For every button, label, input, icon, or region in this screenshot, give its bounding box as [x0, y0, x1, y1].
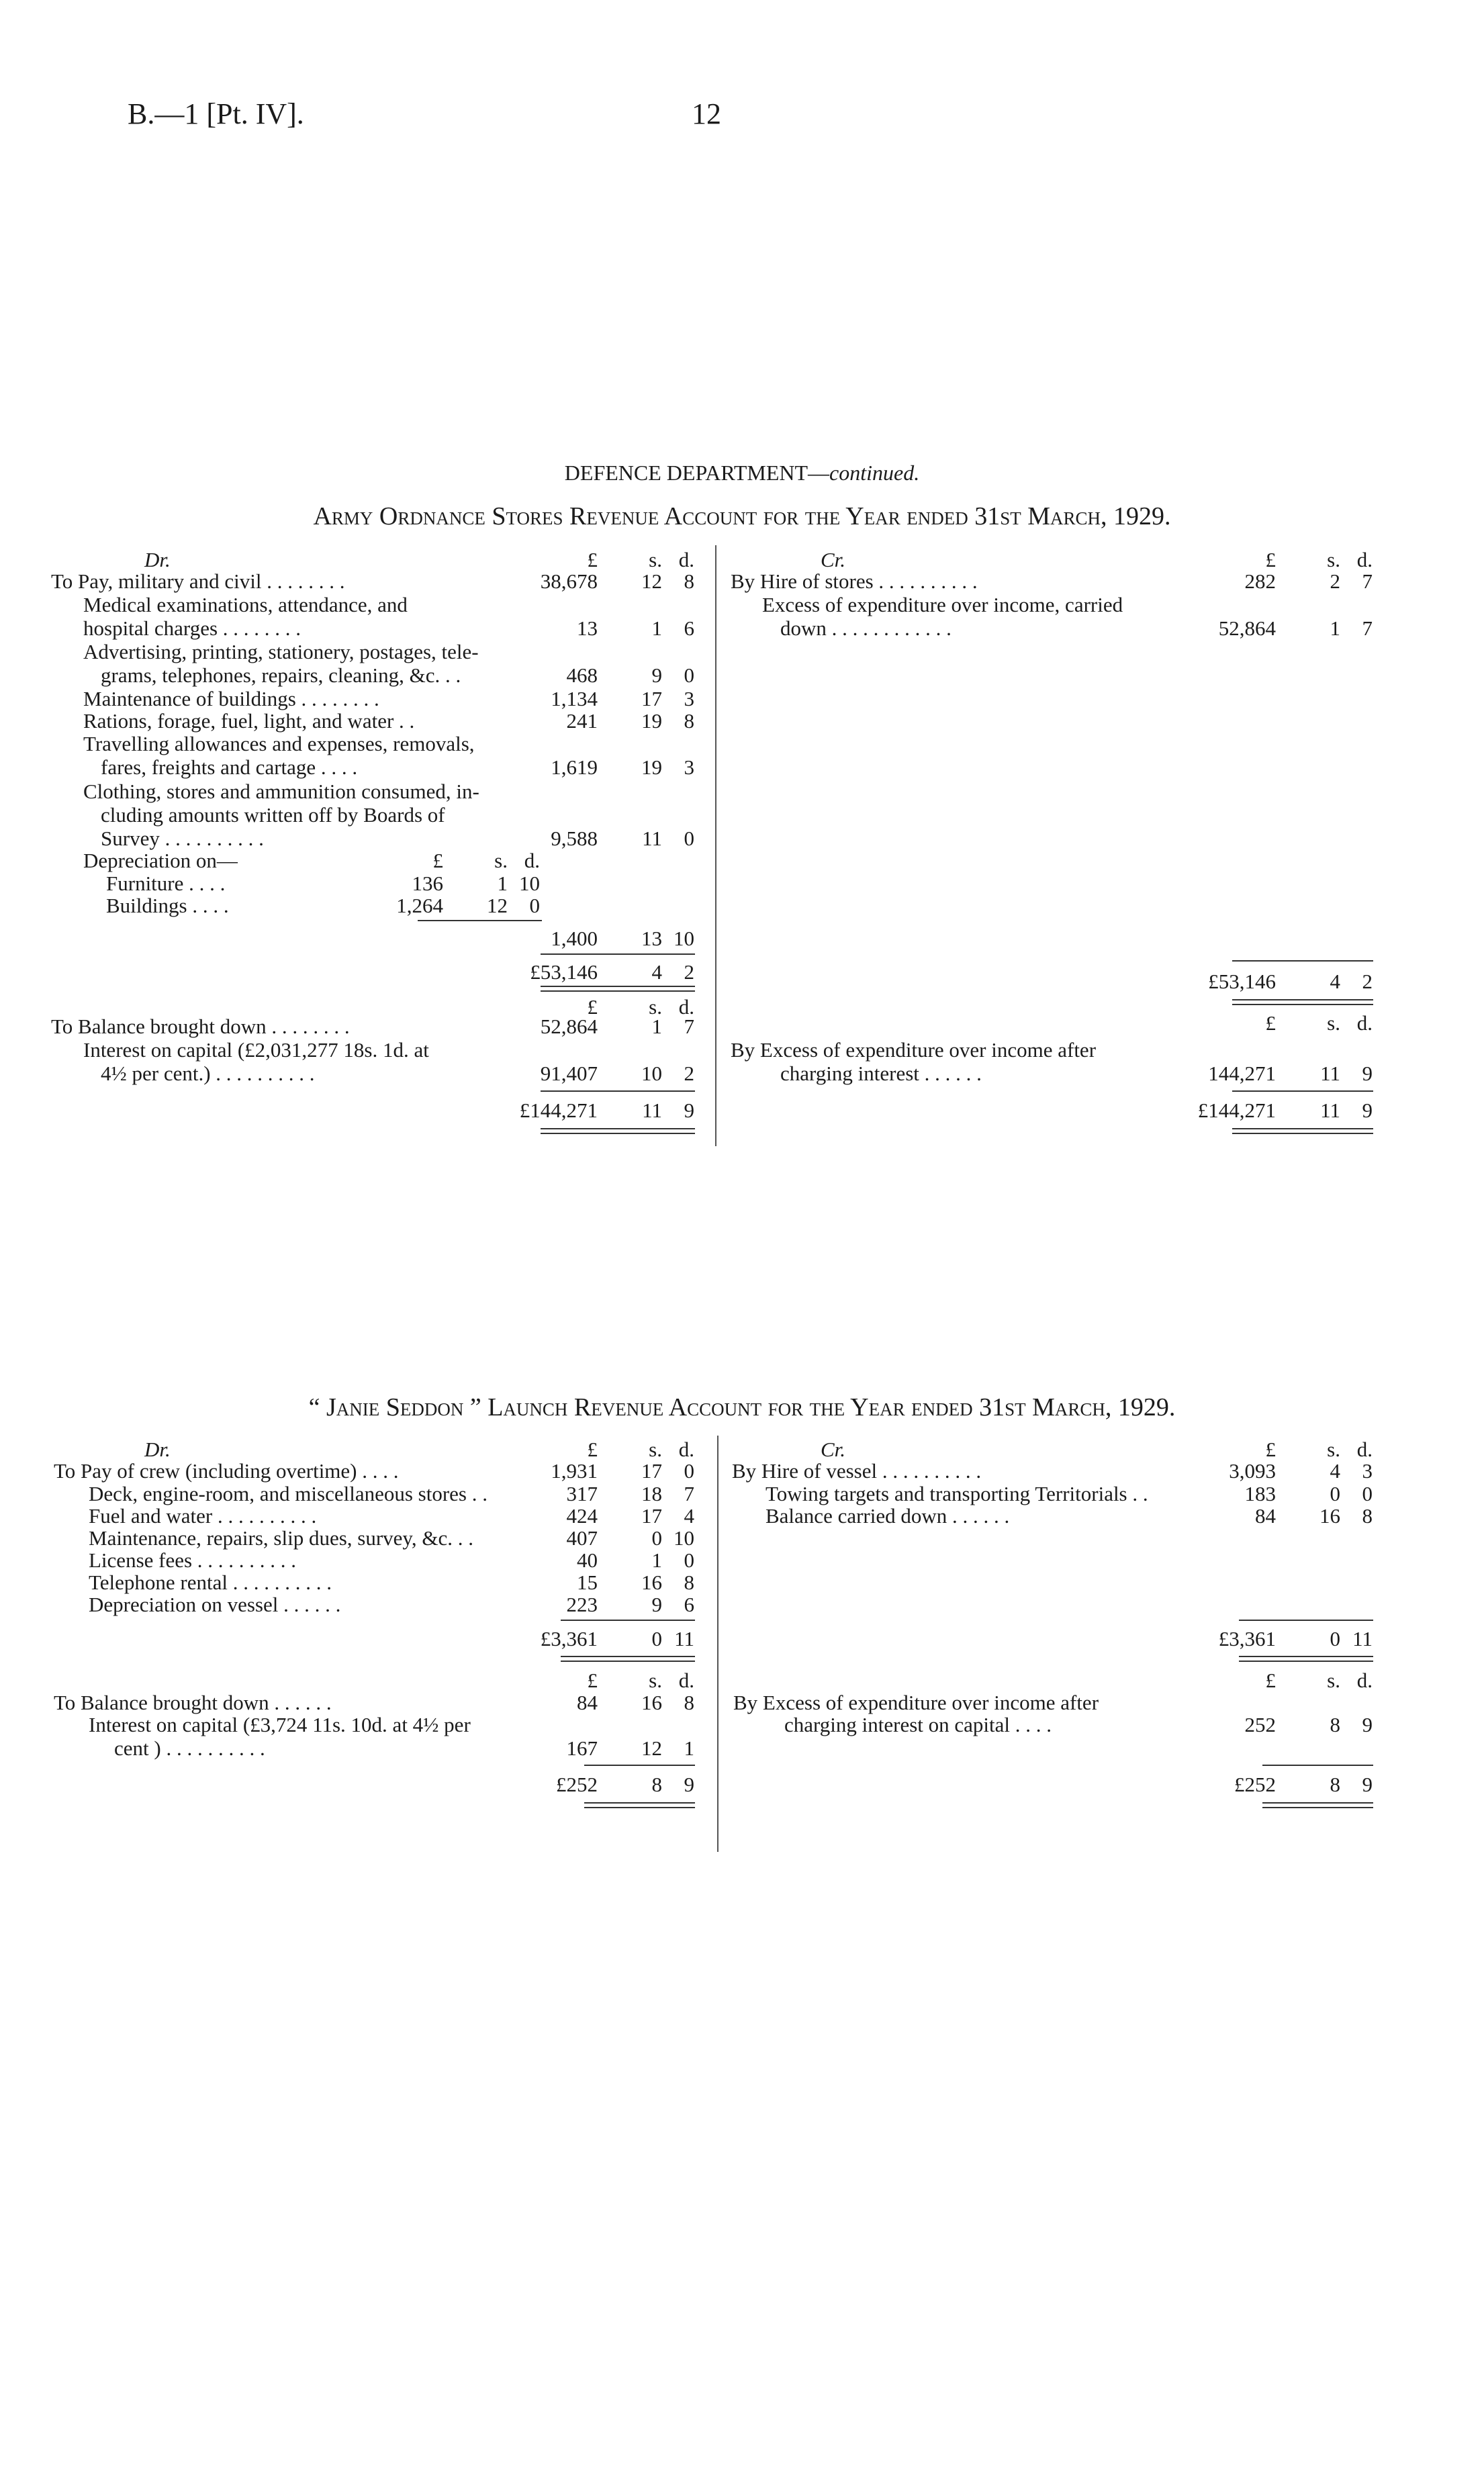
amount-pence: 10	[519, 872, 540, 895]
amount-pence: 3	[1362, 1459, 1373, 1483]
amount-shillings: 9	[651, 1593, 662, 1616]
ordnance-p2-cr-total-rule	[1232, 1090, 1373, 1092]
ordnance-p2-debit-2-line-2: 4½ per cent.) . . . . . . . . . .	[101, 1062, 315, 1085]
depreciation-column-heads	[376, 850, 544, 872]
amount-pounds: 84	[1255, 1504, 1276, 1528]
ordnance-debit-2-line-1: Medical examinations, attendance, and	[83, 593, 408, 616]
amount-pence: 9	[684, 1099, 694, 1122]
amount-shillings: 12	[487, 894, 508, 917]
ordnance-debit-3-line-1: Advertising, printing, stationery, postages, tele-	[83, 640, 479, 663]
janie-dr-total-rule	[561, 1620, 695, 1621]
col-head-pence: d.	[524, 849, 540, 872]
janie-debit-4: Maintenance, repairs, slip dues, survey, &c. . .	[89, 1526, 474, 1550]
depreciation-total-amount	[530, 928, 698, 949]
ordnance-p2-debit-2-amount	[530, 1063, 698, 1084]
amount-pounds: £252	[556, 1773, 598, 1796]
amount-shillings: 12	[641, 569, 662, 593]
amount-shillings: 0	[651, 1526, 662, 1550]
amount-pounds: 167	[566, 1736, 598, 1760]
col-head-pounds: £	[587, 1669, 598, 1692]
col-head-pence: d.	[1356, 1011, 1373, 1035]
ordnance-p2-cr-total	[1197, 1099, 1377, 1122]
amount-pence: 8	[684, 1571, 694, 1594]
depreciation-buildings-label: Buildings . . . .	[106, 894, 229, 917]
col-head-pounds: £	[587, 1438, 598, 1461]
amount-shillings: 4	[1330, 1459, 1340, 1483]
ordnance-debit-6-amount	[530, 757, 698, 778]
section-heading	[0, 462, 1484, 483]
janie-debit-5-amount	[530, 1550, 698, 1571]
janie-p2-debit-2-amount	[530, 1738, 698, 1759]
amount-pence: 8	[684, 1691, 694, 1714]
amount-shillings: 9	[651, 663, 662, 687]
janie-p2-credit-1-amount	[1209, 1714, 1377, 1736]
janie-p2-debit-1-amount	[530, 1692, 698, 1714]
page-number: 12	[692, 97, 721, 130]
ordnance-debit-3-amount	[530, 665, 698, 686]
ordnance-p2-dr-total-rule	[541, 1090, 695, 1092]
amount-pence: 6	[684, 1593, 694, 1616]
janie-dr-total-double-rule	[561, 1656, 695, 1662]
amount-pounds: 252	[1244, 1713, 1276, 1736]
amount-pence: 9	[1362, 1062, 1373, 1085]
amount-shillings: 11	[642, 1099, 662, 1122]
ordnance-p2-debit-2-line-1: Interest on capital (£2,031,277 18s. 1d. at	[83, 1038, 429, 1062]
janie-debit-6-amount	[530, 1572, 698, 1593]
janie-debit-5: License fees . . . . . . . . . .	[89, 1548, 297, 1572]
ordnance-dr-total-double-rule	[541, 986, 695, 992]
amount-pence: 11	[674, 1627, 694, 1650]
janie-p2-dr-double-rule	[584, 1802, 695, 1808]
amount-pounds: £144,271	[519, 1099, 598, 1122]
amount-shillings: 8	[1330, 1713, 1340, 1736]
amount-pence: 7	[1362, 616, 1373, 640]
amount-pence: 3	[684, 687, 694, 710]
ordnance-credit-2-line-1: Excess of expenditure over income, carried	[762, 593, 1123, 616]
amount-pounds: 407	[566, 1526, 598, 1550]
janie-debit-3: Fuel and water . . . . . . . . . .	[89, 1504, 317, 1528]
ordnance-debit-2-line-2: hospital charges . . . . . . . .	[83, 616, 302, 640]
col-head-pounds: £	[1265, 1438, 1276, 1461]
amount-pounds: £3,361	[540, 1627, 598, 1650]
amount-pounds: 1,619	[551, 755, 598, 779]
col-head-pounds: £	[1265, 548, 1276, 571]
col-head-shillings: s.	[1327, 1669, 1340, 1692]
col-head-pence: d.	[678, 995, 694, 1019]
amount-pence: 4	[684, 1504, 694, 1528]
amount-shillings: 19	[641, 755, 662, 779]
ordnance-cr-column-heads	[1209, 549, 1377, 571]
ordnance-p2-dr-total	[519, 1099, 698, 1122]
ordnance-debit-1: To Pay, military and civil . . . . . . . .	[51, 569, 345, 593]
amount-pounds: 38,678	[540, 569, 598, 593]
amount-pounds: 424	[566, 1504, 598, 1528]
janie-dr-label: Dr.	[144, 1438, 171, 1461]
amount-pounds: 183	[1244, 1482, 1276, 1505]
amount-shillings: 0	[1330, 1627, 1340, 1650]
janie-debit-6: Telephone rental . . . . . . . . . .	[89, 1571, 332, 1594]
janie-cr-column-heads	[1209, 1439, 1377, 1460]
amount-shillings: 4	[1330, 970, 1340, 993]
col-head-shillings: s.	[1327, 1011, 1340, 1035]
amount-pence: 8	[684, 709, 694, 733]
janie-p2-debit-2-line-1: Interest on capital (£3,724 11s. 10d. at 4½ per	[89, 1713, 471, 1736]
janie-credit-1-amount	[1209, 1460, 1377, 1482]
amount-pence: 10	[674, 927, 694, 950]
ordnance-credit-1: By Hire of stores . . . . . . . . . .	[731, 569, 978, 593]
amount-pence: 0	[529, 894, 540, 917]
amount-shillings: 16	[641, 1691, 662, 1714]
amount-pence: 8	[1362, 1504, 1373, 1528]
ordnance-account-title: Army Ordnance Stores Revenue Account for the Year ended 31st March, 1929.	[313, 502, 1171, 530]
janie-p2-debit-1: To Balance brought down . . . . . .	[54, 1691, 332, 1714]
ordnance-p2-cr-double-rule	[1232, 1128, 1373, 1134]
amount-pounds: 1,400	[551, 927, 598, 950]
ordnance-dr-label: Dr.	[144, 548, 171, 571]
amount-pence: 2	[684, 960, 694, 984]
ordnance-credit-2-line-2: down . . . . . . . . . . . .	[780, 616, 952, 640]
depreciation-furniture-amount	[376, 873, 544, 894]
amount-shillings: 12	[641, 1736, 662, 1760]
amount-shillings: 1	[1330, 616, 1340, 640]
amount-pounds: £144,271	[1197, 1099, 1276, 1122]
janie-credit-1: By Hire of vessel . . . . . . . . . .	[732, 1459, 982, 1483]
amount-pence: 7	[684, 1015, 694, 1038]
ordnance-dr-total-rule	[541, 953, 695, 955]
ordnance-cr-total	[1209, 971, 1377, 992]
janie-part2-cr-heads	[1209, 1670, 1377, 1691]
ordnance-debit-7-line-2: cluding amounts written off by Boards of	[101, 803, 445, 827]
janie-cr-total-rule	[1239, 1620, 1373, 1621]
ordnance-depreciation-label: Depreciation on—	[83, 849, 238, 872]
depreciation-furniture-label: Furniture . . . .	[106, 872, 226, 895]
amount-shillings: 0	[1330, 1482, 1340, 1505]
amount-pounds: 1,264	[396, 894, 443, 917]
amount-pounds: 282	[1244, 569, 1276, 593]
ordnance-dr-column-heads	[530, 549, 698, 571]
ordnance-p2-debit-1-amount	[530, 1016, 698, 1037]
section-heading-main: DEFENCE DEPARTMENT—	[564, 461, 830, 485]
depreciation-subtotal-rule	[418, 920, 542, 921]
amount-pence: 10	[674, 1526, 694, 1550]
amount-pence: 8	[684, 569, 694, 593]
janie-debit-1: To Pay of crew (including overtime) . . . .	[54, 1459, 399, 1483]
col-head-shillings: s.	[1327, 1438, 1340, 1461]
amount-pounds: 317	[566, 1482, 598, 1505]
ordnance-cr-total-rule	[1232, 960, 1373, 962]
amount-pounds: 52,864	[540, 1015, 598, 1038]
amount-pounds: £53,146	[530, 960, 598, 984]
col-head-shillings: s.	[649, 995, 662, 1019]
janie-dr-column-heads	[530, 1439, 698, 1460]
janie-cr-total-double-rule	[1239, 1656, 1373, 1662]
col-head-pence: d.	[1356, 1669, 1373, 1692]
amount-pounds: 91,407	[540, 1062, 598, 1085]
ordnance-debit-4: Maintenance of buildings . . . . . . . .	[83, 687, 379, 710]
amount-pence: 0	[684, 1459, 694, 1483]
ordnance-credit-2-amount	[1209, 618, 1377, 639]
col-head-shillings: s.	[649, 548, 662, 571]
amount-pounds: 1,134	[551, 687, 598, 710]
page-reference: B.—1 [Pt. IV].	[128, 97, 304, 130]
ordnance-debit-3-line-2: grams, telephones, repairs, cleaning, &c. . .	[101, 663, 461, 687]
amount-pounds: 3,093	[1229, 1459, 1276, 1483]
amount-pounds: 13	[577, 616, 598, 640]
janie-account-title: “ Janie Seddon ” Launch Revenue Account for the Year ended 31st March, 1929.	[308, 1393, 1176, 1421]
amount-shillings: 1	[651, 1548, 662, 1572]
amount-pence: 2	[684, 1062, 694, 1085]
janie-credit-3: Balance carried down . . . . . .	[766, 1504, 1010, 1528]
col-head-pence: d.	[678, 1669, 694, 1692]
janie-p2-debit-2-line-2: cent ) . . . . . . . . . .	[114, 1736, 265, 1760]
amount-pounds: 9,588	[551, 827, 598, 850]
col-head-pounds: £	[587, 995, 598, 1019]
amount-pence: 9	[684, 1773, 694, 1796]
janie-p2-cr-total	[1209, 1774, 1377, 1795]
janie-p2-dr-total	[530, 1774, 698, 1795]
ordnance-debit-7-amount	[530, 828, 698, 849]
amount-shillings: 2	[1330, 569, 1340, 593]
amount-shillings: 16	[1319, 1504, 1340, 1528]
janie-p2-credit-1-line-2: charging interest on capital . . . .	[784, 1713, 1052, 1736]
janie-debit-1-amount	[530, 1460, 698, 1482]
janie-debit-7: Depreciation on vessel . . . . . .	[89, 1593, 341, 1616]
janie-divider	[717, 1436, 718, 1852]
janie-debit-2-amount	[530, 1483, 698, 1505]
col-head-pounds: £	[587, 548, 598, 571]
amount-shillings: 1	[651, 1015, 662, 1038]
janie-debit-7-amount	[530, 1594, 698, 1616]
amount-shillings: 8	[1330, 1773, 1340, 1796]
amount-pence: 6	[684, 616, 694, 640]
depreciation-buildings-amount	[376, 895, 544, 917]
janie-debit-4-amount	[530, 1528, 698, 1549]
amount-pounds: £252	[1234, 1773, 1276, 1796]
ordnance-debit-7-line-1: Clothing, stores and ammunition consumed, in-	[83, 780, 479, 803]
amount-shillings: 13	[641, 927, 662, 950]
amount-pence: 7	[684, 1482, 694, 1505]
col-head-shillings: s.	[1327, 548, 1340, 571]
amount-pence: 0	[684, 827, 694, 850]
ordnance-debit-4-amount	[530, 688, 698, 710]
ordnance-debit-1-amount	[530, 571, 698, 592]
ordnance-p2-credit-1-line-2: charging interest . . . . . .	[780, 1062, 982, 1085]
ordnance-debit-7-line-3: Survey . . . . . . . . . .	[101, 827, 264, 850]
amount-shillings: 11	[642, 827, 662, 850]
amount-shillings: 4	[651, 960, 662, 984]
amount-pounds: 136	[412, 872, 443, 895]
col-head-pounds: £	[1265, 1011, 1276, 1035]
amount-pence: 9	[1362, 1773, 1373, 1796]
ordnance-p2-dr-double-rule	[541, 1128, 695, 1134]
amount-pounds: £53,146	[1208, 970, 1276, 993]
amount-pounds: 144,271	[1208, 1062, 1276, 1085]
col-head-pounds: £	[432, 849, 443, 872]
ordnance-p2-credit-1-amount	[1209, 1063, 1377, 1084]
amount-pounds: 1,931	[551, 1459, 598, 1483]
amount-pounds: 84	[577, 1691, 598, 1714]
col-head-pence: d.	[1356, 548, 1373, 571]
janie-credit-2-amount	[1209, 1483, 1377, 1505]
amount-pence: 9	[1362, 1713, 1373, 1736]
col-head-pence: d.	[678, 1438, 694, 1461]
amount-pounds: 40	[577, 1548, 598, 1572]
col-head-shillings: s.	[494, 849, 508, 872]
janie-credit-3-amount	[1209, 1505, 1377, 1527]
ordnance-debit-6-line-2: fares, freights and cartage . . . .	[101, 755, 358, 779]
ordnance-part2-cr-heads	[1209, 1013, 1377, 1034]
amount-shillings: 17	[641, 1504, 662, 1528]
amount-pounds: 241	[566, 709, 598, 733]
ordnance-divider	[715, 545, 716, 1146]
amount-shillings: 17	[641, 1459, 662, 1483]
ordnance-cr-label: Cr.	[821, 548, 846, 571]
amount-shillings: 18	[641, 1482, 662, 1505]
amount-shillings: 1	[651, 616, 662, 640]
ordnance-debit-5: Rations, forage, fuel, light, and water . .	[83, 709, 415, 733]
section-heading-suffix: continued.	[829, 461, 920, 485]
ordnance-credit-1-amount	[1209, 571, 1377, 592]
amount-pence: 11	[1352, 1627, 1373, 1650]
janie-cr-total	[1209, 1628, 1377, 1650]
amount-pence: 7	[1362, 569, 1373, 593]
amount-shillings: 10	[641, 1062, 662, 1085]
amount-shillings: 17	[641, 687, 662, 710]
amount-pence: 2	[1362, 970, 1373, 993]
amount-pence: 0	[684, 1548, 694, 1572]
amount-pence: 0	[1362, 1482, 1373, 1505]
janie-p2-credit-1-line-1: By Excess of expenditure over income after	[733, 1691, 1099, 1714]
col-head-shillings: s.	[649, 1438, 662, 1461]
janie-p2-dr-total-rule	[584, 1765, 695, 1766]
amount-shillings: 8	[651, 1773, 662, 1796]
janie-part2-dr-heads	[530, 1670, 698, 1691]
col-head-pounds: £	[1265, 1669, 1276, 1692]
amount-pounds: £3,361	[1218, 1627, 1276, 1650]
ordnance-debit-5-amount	[530, 710, 698, 732]
ordnance-p2-credit-1-line-1: By Excess of expenditure over income after	[731, 1038, 1097, 1062]
amount-pence: 9	[1362, 1099, 1373, 1122]
ordnance-p2-debit-1: To Balance brought down . . . . . . . .	[51, 1015, 350, 1038]
ordnance-cr-total-double-rule	[1232, 999, 1373, 1005]
amount-pounds: 223	[566, 1593, 598, 1616]
ordnance-debit-6-line-1: Travelling allowances and expenses, removals,	[83, 732, 475, 755]
amount-pence: 0	[684, 663, 694, 687]
janie-credit-2: Towing targets and transporting Territorials . .	[766, 1482, 1148, 1505]
amount-pence: 1	[684, 1736, 694, 1760]
amount-pounds: 15	[577, 1571, 598, 1594]
amount-pence: 3	[684, 755, 694, 779]
col-head-shillings: s.	[649, 1669, 662, 1692]
janie-p2-cr-double-rule	[1262, 1802, 1373, 1808]
janie-dr-total	[530, 1628, 698, 1650]
ordnance-debit-2-amount	[530, 618, 698, 639]
amount-shillings: 1	[497, 872, 508, 895]
col-head-pence: d.	[1356, 1438, 1373, 1461]
amount-pounds: 52,864	[1218, 616, 1276, 640]
amount-shillings: 0	[651, 1627, 662, 1650]
janie-debit-2: Deck, engine-room, and miscellaneous stores . .	[89, 1482, 488, 1505]
ordnance-dr-total	[530, 962, 698, 983]
janie-p2-cr-total-rule	[1262, 1765, 1373, 1766]
amount-shillings: 11	[1320, 1099, 1340, 1122]
amount-pounds: 468	[566, 663, 598, 687]
janie-debit-3-amount	[530, 1505, 698, 1527]
amount-shillings: 16	[641, 1571, 662, 1594]
janie-cr-label: Cr.	[821, 1438, 846, 1461]
amount-shillings: 19	[641, 709, 662, 733]
col-head-pence: d.	[678, 548, 694, 571]
amount-shillings: 11	[1320, 1062, 1340, 1085]
